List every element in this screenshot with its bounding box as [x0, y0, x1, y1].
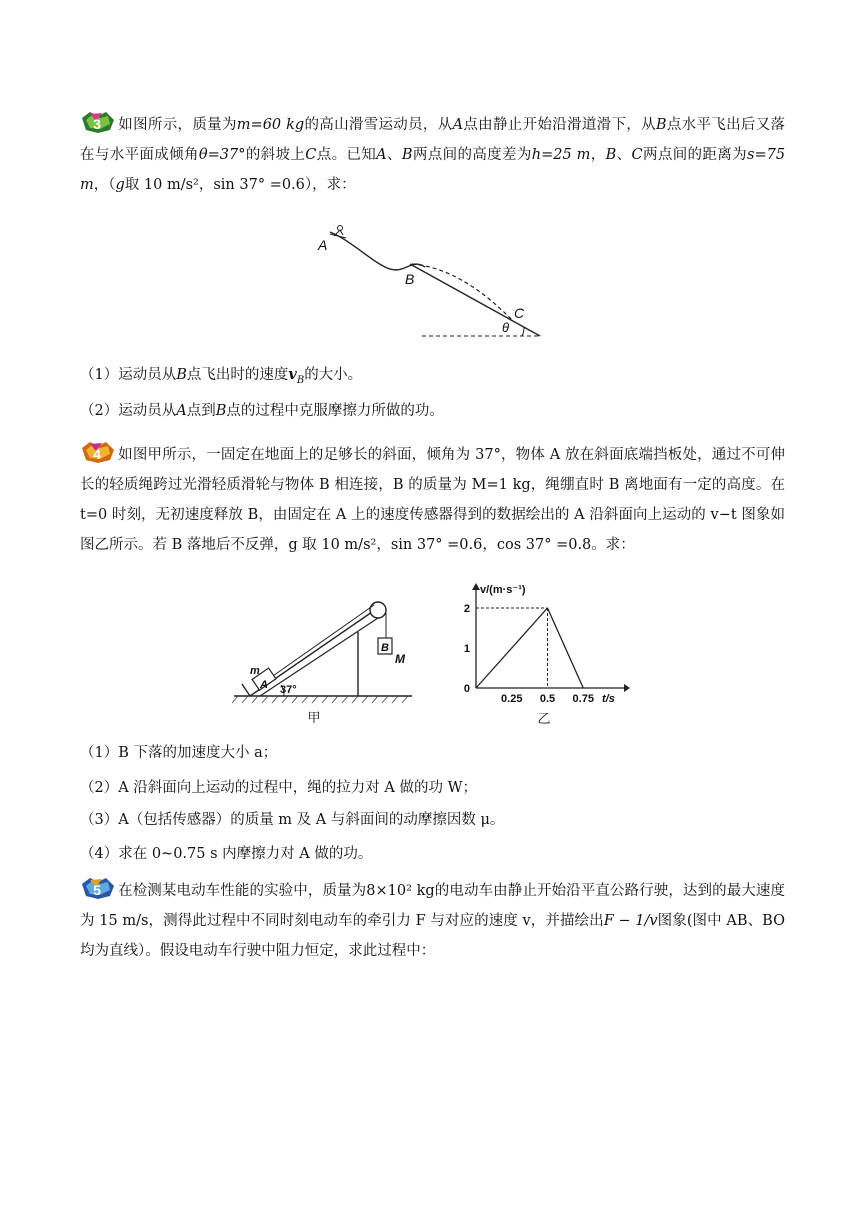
incline-pulley-figure — [232, 592, 422, 724]
caption-jia: 甲 — [307, 710, 321, 724]
label-a: A — [318, 237, 328, 253]
y-axis-label: v/(m·s⁻¹) — [480, 584, 526, 596]
question-4-sub-2: （2）A 沿斜面向上运动的过程中，绳的拉力对 A 做的功 W； — [80, 780, 478, 796]
label-c: C — [514, 305, 525, 321]
mass-value: 8×10² kg — [366, 883, 435, 899]
question-5: 5 在检测某电动车性能的实验中，质量为8×10² kg的电动车由静止开始沿平直公路行驶，达到的最大速度为 15 m/s，测得此过程中不同时刻电动车的牵引力 F 与对应的速度 v，并描绘出F − 1/v图象(图中 AB、BO 均为直线）。假设电动车行驶中阻力恒定，求此过程中： — [80, 876, 785, 966]
svg-text:5: 5 — [93, 882, 101, 898]
label-big-m: M — [395, 652, 405, 666]
question-number-badge-icon — [80, 876, 116, 900]
svg-text:4: 4 — [93, 446, 101, 462]
caption-yi: 乙 — [537, 711, 551, 726]
f-v-formula: F − 1/v — [603, 913, 658, 929]
y-tick-label: 1 — [463, 643, 470, 655]
question-3-sub-1: （1）运动员从B点飞出时的速度$v_B$的大小。 — [80, 366, 363, 386]
svg-text:3: 3 — [93, 116, 101, 132]
ski-slope-figure — [310, 222, 550, 344]
question-4-sub-1: （1）B 下落的加速度大小 a； — [80, 745, 278, 761]
series-segment — [548, 608, 584, 688]
label-b-block: B — [381, 642, 389, 654]
y-tick-label: 0 — [463, 683, 470, 695]
question-3: 3 如图所示，质量为m=60 kg的高山滑雪运动员，从A点由静止开始沿滑道滑下，从B点水平飞出后又落在与水平面成倾角θ=37°的斜坡上C点。已知A、B两点间的高度差为h=25 m，B、C两点间的距离为s=75 m，（g取 10 m/s²，sin 37° =0.6），求： — [80, 110, 785, 200]
x-tick-label: 0.75 — [572, 693, 594, 705]
question-number-badge-icon — [80, 110, 116, 134]
skier-icon — [330, 226, 346, 239]
x-tick-label: 0.25 — [501, 693, 523, 705]
x-tick-label: 0.5 — [539, 693, 556, 705]
question-3-sub-2: （2）运动员从A点到B点的过程中克服摩擦力所做的功。 — [80, 403, 444, 419]
label-m: m — [250, 665, 260, 677]
question-4: 4 如图甲所示，一固定在地面上的足够长的斜面，倾角为 37°，物体 A 放在斜面底端挡板处，通过不可伸长的轻质绳跨过光滑轻质滑轮与物体 B 相连接，B 的质量为 M=1 kg，绳绷直时 B 离地面有一定的高度。在 t=0 时刻，无初速度释放 B，由固定在 A 上的速度传感器得到的数据绘出的 A 沿斜面向上运动的 v−t 图象如图乙所示。若 B 落地后不反弹，g 取 10 m/s²，sin 37° =0.6，cos 37° =0.8。求： — [80, 440, 785, 560]
x-axis-label: t/s — [602, 693, 615, 705]
question-4-sub-3: （3）A（包括传感器）的质量 m 及 A 与斜面间的动摩擦因数 μ。 — [80, 812, 505, 828]
label-b: B — [405, 271, 415, 287]
velocity-time-chart — [452, 580, 632, 726]
question-number-badge-icon — [80, 440, 116, 464]
label-theta: θ — [502, 320, 510, 335]
label-a-block: A — [260, 679, 268, 691]
series-segment — [476, 608, 548, 688]
question-4-sub-4: （4）求在 0~0.75 s 内摩擦力对 A 做的功。 — [80, 846, 373, 862]
y-tick-label: 2 — [463, 603, 470, 615]
label-angle: 37° — [280, 684, 297, 696]
